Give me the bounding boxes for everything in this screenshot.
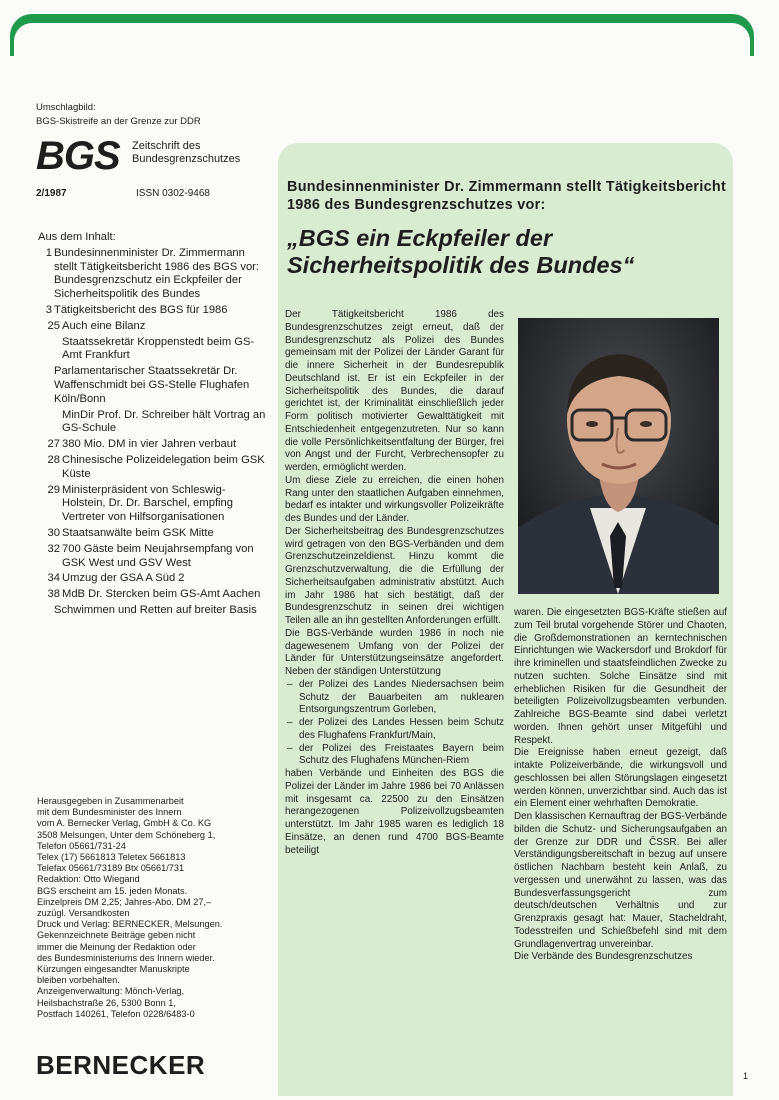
toc-entry-text: 380 Mio. DM in vier Jahren verbaut xyxy=(62,438,237,451)
article-column-1 xyxy=(285,309,504,857)
table-of-contents xyxy=(38,231,268,620)
toc-entry xyxy=(38,365,268,406)
imprint-line: Heilsbachstraße 26, 5300 Bonn 1, xyxy=(37,997,176,1008)
toc-entry-text: MdB Dr. Stercken beim GS-Amt Aachen xyxy=(62,588,261,601)
toc-entry-text: Umzug der GSA A Süd 2 xyxy=(62,572,185,585)
toc-page-number: 3 xyxy=(45,303,52,316)
imprint-line: Postfach 140261, Telefon 0228/6483-0 xyxy=(37,1008,195,1019)
paragraph: Die BGS-Verbände wurden 1986 in noch nie dagewesenem Umfang von der Polizei der Länder für Unterstützungseinsätze angefordert. Neben der ständigen Unterstützung xyxy=(285,627,504,677)
imprint-line: vom A. Bernecker Verlag, GmbH & Co. KG xyxy=(37,818,212,829)
article-headline: Bundesinnenminister Dr. Zimmermann stellt Tätigkeitsbericht 1986 des Bundesgrenzschutzes vor: xyxy=(287,179,727,213)
toc-page-number: 1 xyxy=(45,246,52,259)
issn: ISSN 0302-9468 xyxy=(136,188,210,199)
support-list xyxy=(285,679,504,768)
toc-entry xyxy=(38,484,268,525)
article-title: „BGS ein Eckpfeiler der Sicherheitspolitik des Bundes“ xyxy=(287,225,635,278)
imprint-line: Herausgegeben in Zusammenarbeit xyxy=(37,796,184,806)
toc-entry-text: Staatsanwälte beim GSK Mitte xyxy=(62,526,214,539)
list-item: – der Polizei des Landes Niedersachsen beim Schutz der Bauarbeiten am nuklearen Entsorgungszentrum Gorleben, xyxy=(299,679,504,717)
toc-entry-text: Chinesische Polizeidelegation beim GSK Küste xyxy=(62,453,265,480)
list-item: – der Polizei des Landes Hessen beim Schutz des Flughafens Frankfurt/Main, xyxy=(299,717,504,743)
toc-entry xyxy=(38,543,268,571)
imprint-line: immer die Meinung der Redaktion oder xyxy=(37,941,196,952)
imprint-line: Telefax 05661/73189 Btx 05661/731 xyxy=(37,863,185,874)
paragraph: Den klassischen Kernauftrag der BGS-Verbände bilden die Schutz- und Sicherungsaufgaben an der Grenze zur DDR und ČSSR. Bei aller Verständigungsbereitschaft in bezug auf unsere östlichen Nachbarn besteht kein Anlaß, zu vergessen und unerwähnt zu lassen, was das Bundesverfassungsgericht zum deutsch/deutschen Verhältnis und zur Grenzpraxis gesagt hat: Mauer, Stacheldraht, Todesstreifen und Schießbefehl sind mit dem Grundlagenvertrag unvereinbar. xyxy=(514,811,727,950)
imprint-line: Gekennzeichnete Beiträge geben nicht xyxy=(37,930,196,941)
page-number: 1 xyxy=(743,1071,749,1081)
toc-entry xyxy=(38,320,268,334)
toc-sub-entry: Staatssekretär Kroppenstedt beim GS-Amt Frankfurt xyxy=(62,335,255,362)
paragraph: Der Sicherheitsbeitrag des Bundesgrenzschutzes wird getragen von den BGS-Verbänden und dem Grenzschutzeinzeldienst. Hinzu kommt die Grenzschutzverwaltung, die die Erfüllung der Sicherheitsaufgaben administrativ abstützt. Auch im Jahr 1986 hat sich bestätigt, daß der Bundesgrenzschutz in seinen drei wichtigen Teilen alle an ihn gestellten Anforderungen erfüllt. xyxy=(285,525,504,626)
toc-entry-text: Bundesinnenminister Dr. Zimmermann stellt Tätigkeitsbericht 1986 des BGS vor: Bundesgrenzschutz ein Eckpfeiler der Sicherheitspolitik des Bundes xyxy=(54,246,259,301)
bgs-logo: BGS xyxy=(36,134,120,178)
toc-entry-text: 700 Gäste beim Neujahrsempfang von GSK West und GSV West xyxy=(62,542,254,569)
toc-page-number: 34 xyxy=(47,572,60,585)
article-column-2 xyxy=(514,607,727,964)
imprint-line: BGS erscheint am 15. jeden Monats. xyxy=(37,885,188,896)
imprint-line: Druck und Verlag: BERNECKER, Melsungen. xyxy=(37,919,223,930)
toc-entry xyxy=(38,438,268,452)
toc-entry xyxy=(38,454,268,482)
imprint-line: zuzügl. Versandkosten xyxy=(37,908,130,919)
toc-entry xyxy=(38,247,268,302)
cover-caption: Umschlagbild: BGS-Skistreife an der Grenze zur DDR xyxy=(36,102,201,127)
toc-page-number: 32 xyxy=(47,542,60,555)
paragraph: Der Tätigkeitsbericht 1986 des Bundesgrenzschutzes zeigt erneut, daß der Bundesgrenzschutz als Polizei des Bundes gemeinsam mit der Polizei der Länder Garant für die innere Sicherheit in der Bundesrepublik Deutschland ist. Er ist ein Eckpfeiler in der Sicherheitspolitik des Bundes, die darauf gerichtet ist, der Kriminalität einschließlich jeder Form politisch motivierter Gewalttätigkeit mit Entschiedenheit entgegenzutreten. Nur so kann die volle Persönlichkeitsentfaltung der Bürger, frei von Angst und der Furcht, Verbrechensopfer zu werden, ermöglicht werden. xyxy=(285,309,504,473)
imprint-line: Telex (17) 5661813 Teletex 5661813 xyxy=(37,852,186,863)
toc-sub-entry: MinDir Prof. Dr. Schreiber hält Vortrag an GS-Schule xyxy=(62,408,266,435)
imprint-line: Redaktion: Otto Wiegand xyxy=(37,874,140,885)
imprint-line: 3508 Melsungen, Unter dem Schöneberg 1, xyxy=(37,829,216,840)
imprint-line: Kürzungen eingesandter Manuskripte xyxy=(37,964,190,975)
magazine-title: Zeitschrift des Bundesgrenzschutzes xyxy=(132,140,241,165)
publisher-logo: BERNECKER xyxy=(36,1050,206,1080)
toc-entry-text: Ministerpräsident von Schleswig-Holstein, Dr. Dr. Barschel, empfing Vertreter von Hilfsorganisationen xyxy=(62,483,233,524)
toc-entry-text: Auch eine Bilanz xyxy=(62,319,146,332)
issue-line xyxy=(36,188,210,199)
toc-entry-text: Tätigkeitsbericht des BGS für 1986 xyxy=(54,303,228,316)
paragraph: Die Verbände des Bundesgrenzschutzes xyxy=(514,951,693,963)
imprint-line: des Bundesministeriums des Innern wieder. xyxy=(37,952,215,963)
toc-entry xyxy=(38,304,268,318)
toc-page-number: 29 xyxy=(47,483,60,496)
toc-page-number: 30 xyxy=(47,526,60,539)
toc-page-number: 28 xyxy=(47,453,60,466)
toc-entry-text: Schwimmen und Retten auf breiter Basis xyxy=(54,603,257,616)
toc-entry xyxy=(38,572,268,586)
paragraph: haben Verbände und Einheiten des BGS die Polizei der Länder im Jahre 1986 bei 70 Anlässen mit insgesamt ca. 22500 zu den Einsätzen herangezogenen Polizeivollzugsbeamten unterstützt. Im Jahr 1985 waren es lediglich 18 Einsätze, an denen rund 4700 BGS-Beamte beteiligt xyxy=(285,768,504,856)
toc-page-number: 38 xyxy=(47,588,60,601)
toc-page-number: 25 xyxy=(47,319,60,332)
toc-heading: Aus dem Inhalt: xyxy=(38,231,116,243)
portrait-photo xyxy=(518,318,719,594)
toc-page-number: 27 xyxy=(47,438,60,451)
imprint xyxy=(37,796,262,1020)
toc-entry xyxy=(38,527,268,541)
toc-entry xyxy=(38,604,268,618)
portrait-illustration xyxy=(518,318,719,594)
imprint-line: Anzeigenverwaltung: Mönch-Verlag, xyxy=(37,986,185,997)
imprint-line: Einzelpreis DM 2,25; Jahres-Abo. DM 27,– xyxy=(37,896,212,907)
toc-entry xyxy=(38,588,268,602)
list-item: – der Polizei des Freistaates Bayern beim Schutz des Flughafens München-Riem xyxy=(299,743,504,769)
imprint-line: bleiben vorbehalten. xyxy=(37,975,120,986)
toc-entry-text: Parlamentarischer Staatssekretär Dr. Waffenschmidt bei GS-Stelle Flughafen Köln/Bonn xyxy=(54,365,250,405)
paragraph: Um diese Ziele zu erreichen, die einen hohen Rang unter den staatlichen Aufgaben einnehmen, bedarf es intakter und wirkungsvoller Polizeikräfte des Bundes und der Länder. xyxy=(285,474,504,524)
top-green-frame xyxy=(10,14,754,56)
paragraph: waren. Die eingesetzten BGS-Kräfte stießen auf zum Teil brutal vorgehende Störer und Chaoten, die Großdemonstrationen an kerntechnischen Einrichtungen wie Wackersdorf und Brokdorf für ihre kriminellen und staatsfeindlichen Zwecke zu nutzen suchten. Solche Einsätze sind mit erheblichen Risiken für die Gesundheit der beteiligten Polizeivollzugsbeamten verbunden. Zahlreiche BGS-Beamte sind dabei verletzt worden. Ihnen gehört unser Mitgefühl und Respekt. xyxy=(514,607,727,746)
imprint-line: mit dem Bundesminister des Innern xyxy=(37,807,182,818)
issue-number: 2/1987 xyxy=(36,188,67,199)
masthead xyxy=(36,136,276,178)
imprint-line: Telefon 05661/731-24 xyxy=(37,840,126,851)
paragraph: Die Ereignisse haben erneut gezeigt, daß intakte Polizeiverbände, die wirkungsvoll und geschlossen bei allen Störungslagen eingesetzt werden können, unverzichtbar sind. Auch das ist ein Element einer wehrhaften Demokratie. xyxy=(514,747,727,810)
